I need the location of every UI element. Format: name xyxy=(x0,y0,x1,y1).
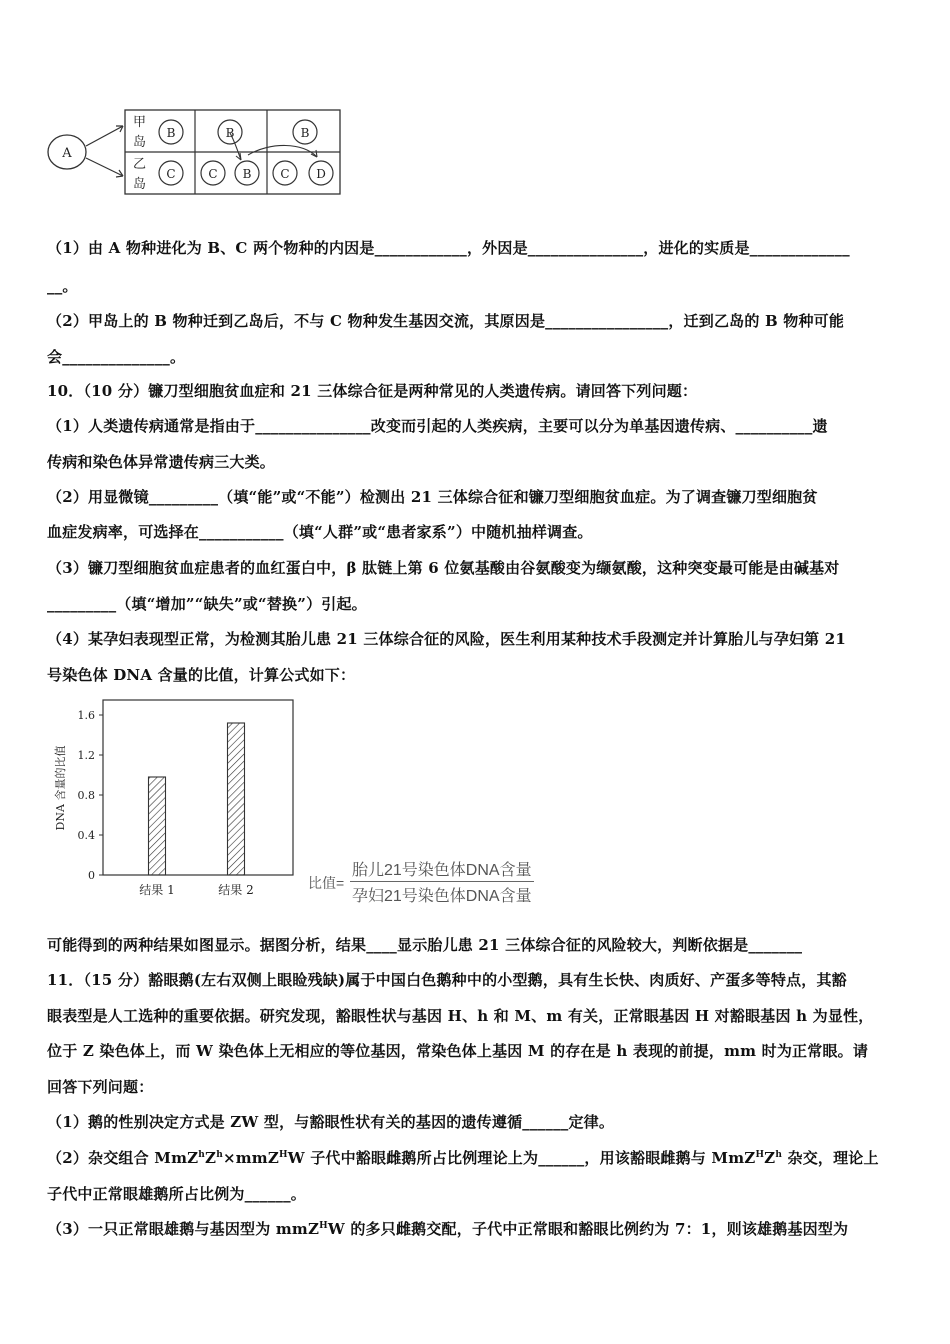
species-node-label: C xyxy=(166,167,176,181)
q10-line: 号染色体 DNA 含量的比值，计算公式如下： xyxy=(47,666,356,684)
row1-label: 岛 xyxy=(133,135,147,150)
formula-denominator: 孕妇21号染色体DNA含量 xyxy=(352,888,532,905)
q9-line: （2）甲岛上的 B 物种迁到乙岛后，不与 C 物种发生基因交流，其原因是________________，迁到乙岛的 B 物种可能 xyxy=(47,312,845,330)
q11-line: 回答下列问题： xyxy=(47,1078,154,1096)
q9-line: （1）由 A 物种进化为 B、C 两个物种的内因是____________，外因是_______________，进化的实质是_____________ xyxy=(47,239,850,257)
y-axis-label: DNA 含量的比值 xyxy=(54,745,67,831)
migration-arrow xyxy=(230,133,241,160)
y-tick-label: 0 xyxy=(88,869,95,882)
bar xyxy=(149,777,166,875)
q11-line: （1）鹅的性别决定方式是 ZW 型，与豁眼性状有关的基因的遗传遵循______定律。 xyxy=(47,1113,615,1131)
row2-label: 岛 xyxy=(133,177,147,192)
species-node-label: B xyxy=(225,126,235,140)
q10-line: （4）某孕妇表现型正常，为检测其胎儿患 21 三体综合征的风险，医生利用某种技术手段测定并计算胎儿与孕妇第 21 xyxy=(47,630,847,648)
formula-numerator: 胎儿21号染色体DNA含量 xyxy=(352,862,532,879)
y-tick-label: 1.2 xyxy=(77,749,95,762)
q10-line: （3）镰刀型细胞贫血症患者的血红蛋白中，β 肽链上第 6 位氨基酸由谷氨酸变为缬氨酸，这种突变最可能是由碱基对 xyxy=(47,559,840,577)
y-tick-label: 0.8 xyxy=(77,789,95,802)
row2-label: 乙 xyxy=(133,157,147,172)
species-node-label: B xyxy=(242,167,252,181)
q11-line: （2）杂交组合 $MmZ^hZ^h\times mmZ^HW$ 子代中豁眼雌鹅所占比例理论上为______，用该豁眼雌鹅与 $MmZ^HZ^h$ 杂交，理论上 xyxy=(47,1149,879,1167)
q9-line: 会______________。 xyxy=(47,348,186,366)
x-tick-label: 结果 1 xyxy=(139,883,175,897)
formula-label: 比值= xyxy=(308,875,345,891)
species-node-label: C xyxy=(280,167,290,181)
x-labels xyxy=(139,882,253,897)
q10-line: _________（填“增加”“缺失”或“替换”）引起。 xyxy=(47,595,367,613)
q10-line: （1）人类遗传病通常是指由于_______________改变而引起的人类疾病，主要可以分为单基因遗传病、__________遗 xyxy=(47,417,828,435)
island-speciation-diagram xyxy=(45,100,355,200)
y-ticks xyxy=(78,709,104,882)
species-node-label: D xyxy=(316,167,326,181)
q11-line: 位于 Z 染色体上，而 W 染色体上无相应的等位基因，常染色体上基因 M 的存在是 h 表现的前提，mm 时为正常眼。请 xyxy=(47,1042,869,1060)
y-tick-label: 0.4 xyxy=(77,829,95,842)
q11-line: （3）一只正常眼雄鹅与基因型为 mmZ$^H$W 的多只雌鹅交配，子代中正常眼和豁眼比例约为 7：1，则该雄鹅基因型为 xyxy=(47,1220,849,1238)
q11-line: 子代中正常眼雄鹅所占比例为______。 xyxy=(47,1185,307,1203)
ratio-formula xyxy=(350,857,534,906)
bar xyxy=(228,723,245,875)
speciation-arrow xyxy=(248,145,317,157)
row1-label: 甲 xyxy=(133,115,147,130)
species-node-label: B xyxy=(300,126,310,140)
plot-frame xyxy=(103,700,293,875)
q10-heading: 10．（10 分）镰刀型细胞贫血症和 21 三体综合征是两种常见的人类遗传病。请回答下列问题： xyxy=(47,382,698,400)
q11-line: 眼表型是人工选种的重要依据。研究发现，豁眼性状与基因 H、h 和 M、m 有关，正常眼基因 H 对豁眼基因 h 为显性， xyxy=(47,1007,874,1025)
species-node-label: C xyxy=(208,167,218,181)
fraction-bar xyxy=(350,881,534,882)
q10-line: 血症发病率，可选择在___________（填“人群”或“患者家系”）中随机抽样调查。 xyxy=(47,523,593,541)
y-tick-label: 1.6 xyxy=(77,709,95,722)
q10-line: 传病和染色体异常遗传病三大类。 xyxy=(47,453,276,471)
bars xyxy=(149,723,245,875)
species-node-label: B xyxy=(166,126,176,140)
arrow-to-row2 xyxy=(86,158,123,176)
q10-line: 可能得到的两种结果如图显示。据图分析，结果____显示胎儿患 21 三体综合征的风险较大，判断依据是_______ xyxy=(47,936,803,954)
species-a-label: A xyxy=(62,146,72,161)
arrow-to-row1 xyxy=(86,126,123,146)
q10-line: （2）用显微镜_________（填“能”或“不能”）检测出 21 三体综合征和镰刀型细胞贫血症。为了调查镰刀型细胞贫 xyxy=(47,488,818,506)
x-tick-label: 结果 2 xyxy=(218,883,254,897)
q9-line: __。 xyxy=(47,277,78,295)
q11-line: 11．（15 分）豁眼鹅(左右双侧上眼睑残缺)属于中国白色鹅种中的小型鹅，具有生长快、肉质好、产蛋多等特点，其豁 xyxy=(47,971,847,989)
